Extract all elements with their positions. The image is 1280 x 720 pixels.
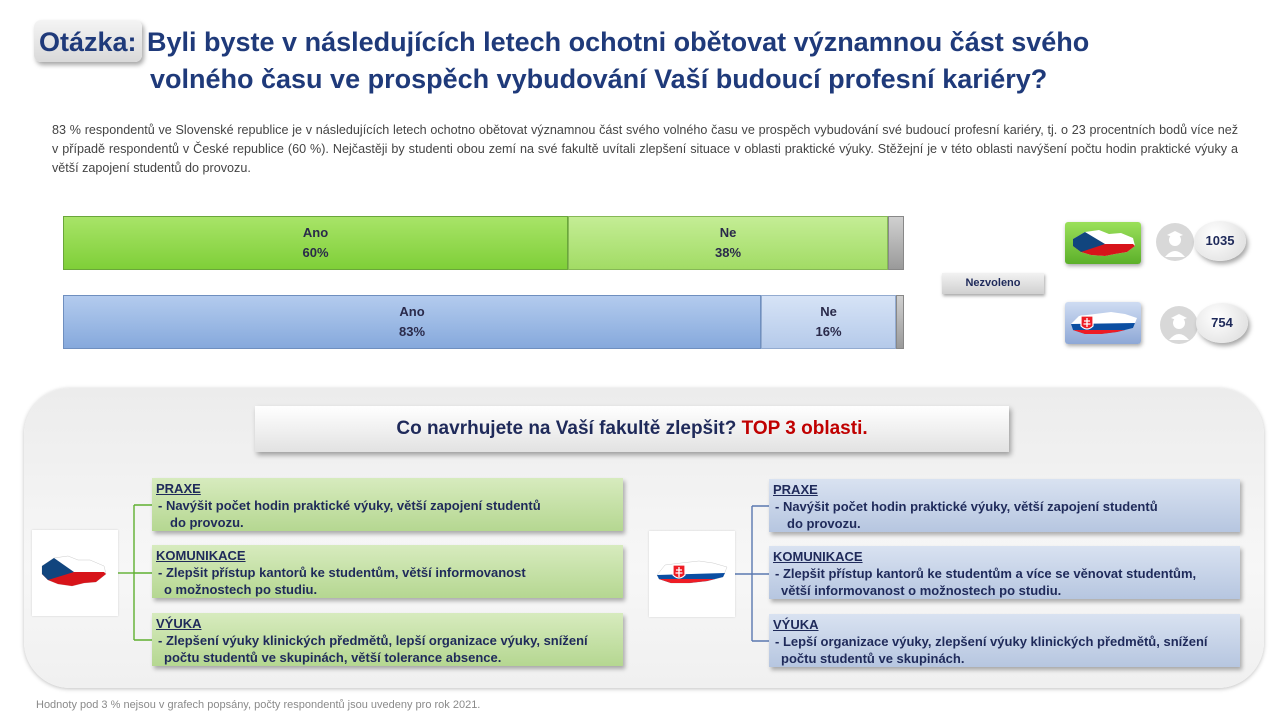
sk-area-praxe-line1: - Navýšit počet hodin praktické výuky, větší zapojení studentů bbox=[775, 499, 1158, 514]
sk-area-vyuka-title: VÝUKA bbox=[773, 617, 819, 632]
legend-nezvoleno: Nezvoleno bbox=[942, 273, 1044, 294]
top3-heading-text: Co navrhujete na Vaší fakultě zlepšit? bbox=[396, 418, 737, 439]
cz-area-komunikace-title: KOMUNIKACE bbox=[156, 548, 246, 563]
sk-map-icon bbox=[649, 531, 735, 617]
cz-area-vyuka bbox=[152, 613, 623, 666]
sk-area-vyuka-line1: - Lepší organizace výuky, zlepšení výuky klinických předmětů, snížení bbox=[775, 634, 1208, 649]
cz-area-vyuka-line1: - Zlepšení výuky klinických předmětů, lepší organizace výuky, snížení bbox=[158, 633, 588, 648]
bar-sk-ano-name: Ano bbox=[399, 304, 425, 319]
bar-sk-ano-label: 83% bbox=[398, 324, 426, 339]
sk-area-praxe-title: PRAXE bbox=[773, 482, 818, 497]
cz-area-komunikace-line2: o možnostech po studiu. bbox=[164, 582, 318, 597]
intro-text: 83 % respondentů ve Slovenské republice je v následujících letech ochotno obětovat významnou část svého volného času ve prospěch vybudování své budoucí profesní kariéry, tj. o 23 procentních bodů více než v případě respondentů v České republice (60 %). Nejčastěji by studenti obou zemí na své fakultě uvítali zlepšení situace v oblasti praktické výuky. Stěžejní je v této oblasti navýšení počtu hodin praktické výuky a větší zapojení studentů do provozu. bbox=[52, 123, 1238, 175]
cz-area-komunikace bbox=[152, 545, 623, 598]
respondents-count-sk: 754 bbox=[1196, 303, 1248, 343]
bar-cz-ne-name: Ne bbox=[719, 225, 737, 240]
bar-cz-ano-label: 60% bbox=[302, 245, 329, 260]
cz-area-praxe-title: PRAXE bbox=[156, 481, 201, 496]
footnote: Hodnoty pod 3 % nejsou v grafech popsány, počty respondentů jsou uvedeny pro rok 2021. bbox=[36, 699, 481, 711]
sk-area-komunikace bbox=[769, 546, 1240, 599]
cz-map-icon bbox=[32, 530, 118, 616]
question-badge-label: Otázka: bbox=[39, 27, 137, 57]
sk-area-praxe bbox=[769, 479, 1240, 532]
cz-area-praxe-line1: - Navýšit počet hodin praktické výuky, větší zapojení studentů bbox=[158, 498, 541, 513]
sk-area-vyuka bbox=[769, 614, 1240, 667]
cz-area-praxe bbox=[152, 478, 623, 531]
sk-area-komunikace-title: KOMUNIKACE bbox=[773, 549, 863, 564]
question-title-line1: Byli byste v následujících letech ochotni obětovat významnou část svého bbox=[147, 27, 1090, 57]
sk-area-komunikace-line1: - Zlepšit přístup kantorů ke studentům a více se věnovat studentům, bbox=[775, 566, 1197, 581]
cz-area-komunikace-line1: - Zlepšit přístup kantorů ke studentům, větší informovanost bbox=[158, 565, 526, 580]
sk-area-komunikace-line2: větší informovanost o možnostech po studiu. bbox=[781, 583, 1062, 598]
bar-cz-ano-name: Ano bbox=[302, 225, 329, 240]
sk-area-praxe-line2: do provozu. bbox=[787, 516, 861, 531]
cz-area-praxe-line2: do provozu. bbox=[170, 515, 244, 530]
bar-sk-ne-label: 16% bbox=[815, 324, 842, 339]
top3-heading-highlight: TOP 3 oblasti. bbox=[741, 418, 868, 439]
bar-cz-ne-label: 38% bbox=[714, 245, 742, 260]
sk-area-vyuka-line2: počtu studentů ve skupinách. bbox=[781, 651, 965, 666]
question-title-line2: volného času ve prospěch vybudování Vaší budoucí profesní kariéry? bbox=[150, 64, 1048, 94]
cz-area-vyuka-title: VÝUKA bbox=[156, 616, 202, 631]
respondents-count-cz: 1035 bbox=[1194, 221, 1246, 261]
bar-sk-ne-name: Ne bbox=[820, 304, 837, 319]
cz-area-vyuka-line2: počtu studentů ve skupinách, větší tolerance absence. bbox=[164, 650, 502, 665]
